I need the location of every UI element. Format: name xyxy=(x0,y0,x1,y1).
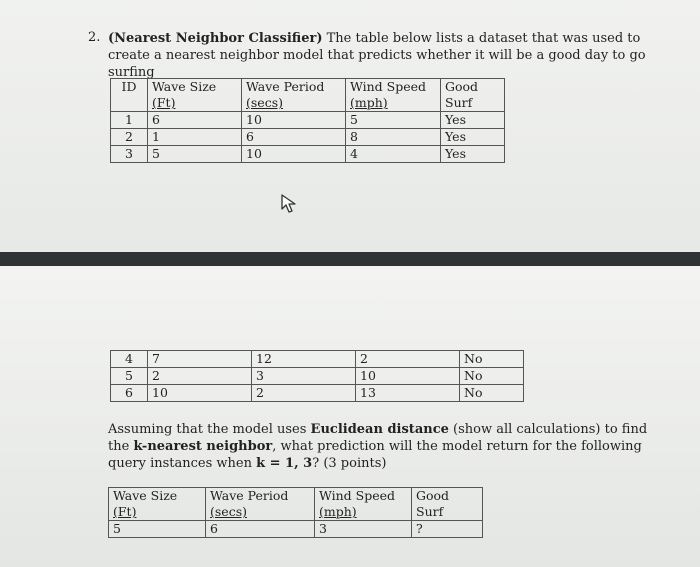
cell-wave-period: 6 xyxy=(206,521,315,538)
cell-good-surf: No xyxy=(460,385,524,402)
table-row xyxy=(111,385,524,402)
header-wind-speed: Wind Speed (mph) xyxy=(315,488,412,521)
cell-good-surf: Yes xyxy=(441,146,505,163)
table-row xyxy=(111,146,505,163)
header-wind-speed: Wind Speed (mph) xyxy=(346,79,441,112)
cell-good-surf: ? xyxy=(412,521,483,538)
cell-wind-speed: 4 xyxy=(346,146,441,163)
cell-wave-period: 12 xyxy=(252,351,356,368)
cell-wind-speed: 8 xyxy=(346,129,441,146)
header-wave-period: Wave Period (secs) xyxy=(242,79,346,112)
cell-wave-size: 5 xyxy=(109,521,206,538)
cell-good-surf: Yes xyxy=(441,129,505,146)
table-row xyxy=(111,112,505,129)
cell-wave-size: 2 xyxy=(148,368,252,385)
cell-id: 5 xyxy=(111,368,148,385)
table-header-row xyxy=(111,79,505,112)
cell-wind-speed: 3 xyxy=(315,521,412,538)
cell-wave-size: 6 xyxy=(148,112,242,129)
query-table xyxy=(108,487,483,538)
cell-id: 4 xyxy=(111,351,148,368)
header-id: ID xyxy=(111,79,148,112)
header-good-surf: Good Surf xyxy=(441,79,505,112)
cell-good-surf: No xyxy=(460,368,524,385)
cell-id: 3 xyxy=(111,146,148,163)
cell-wave-size: 5 xyxy=(148,146,242,163)
cell-wind-speed: 10 xyxy=(356,368,460,385)
cell-wave-period: 6 xyxy=(242,129,346,146)
header-wave-size: Wave Size (Ft) xyxy=(148,79,242,112)
cell-id: 6 xyxy=(111,385,148,402)
dataset-table-continued xyxy=(110,350,524,402)
cell-wave-period: 10 xyxy=(242,112,346,129)
cell-wave-size: 10 xyxy=(148,385,252,402)
header-wave-size: Wave Size (Ft) xyxy=(109,488,206,521)
cell-wind-speed: 13 xyxy=(356,385,460,402)
cell-wave-period: 2 xyxy=(252,385,356,402)
cell-wind-speed: 2 xyxy=(356,351,460,368)
mouse-pointer-icon xyxy=(280,194,298,214)
table-row xyxy=(111,351,524,368)
cell-wave-period: 10 xyxy=(242,146,346,163)
table-row xyxy=(111,129,505,146)
question-title: (Nearest Neighbor Classifier) xyxy=(108,31,323,46)
instructions-text: Assuming that the model uses Euclidean distance (show all calculations) to find the k-nearest neighbor, what prediction will the model return for the following query instances when k = 1, 3? (3 points) xyxy=(108,422,648,471)
cell-wind-speed: 5 xyxy=(346,112,441,129)
dataset-table xyxy=(110,78,505,163)
cell-wave-size: 7 xyxy=(148,351,252,368)
question-text xyxy=(108,30,668,81)
cell-good-surf: No xyxy=(460,351,524,368)
table-header-row xyxy=(109,488,483,521)
cell-id: 2 xyxy=(111,129,148,146)
top-photo-panel xyxy=(0,0,700,252)
cell-id: 1 xyxy=(111,112,148,129)
question-body: The table below lists a dataset that was used to create a nearest neighbor model that predicts whether it will be a good day to go surfing xyxy=(108,31,646,80)
cell-wave-size: 1 xyxy=(148,129,242,146)
header-wave-period: Wave Period (secs) xyxy=(206,488,315,521)
question-number: 2. xyxy=(88,30,101,45)
table-row xyxy=(111,368,524,385)
screen-divider xyxy=(0,252,700,266)
cell-good-surf: Yes xyxy=(441,112,505,129)
table-row xyxy=(109,521,483,538)
header-good-surf: Good Surf xyxy=(412,488,483,521)
cell-wave-period: 3 xyxy=(252,368,356,385)
